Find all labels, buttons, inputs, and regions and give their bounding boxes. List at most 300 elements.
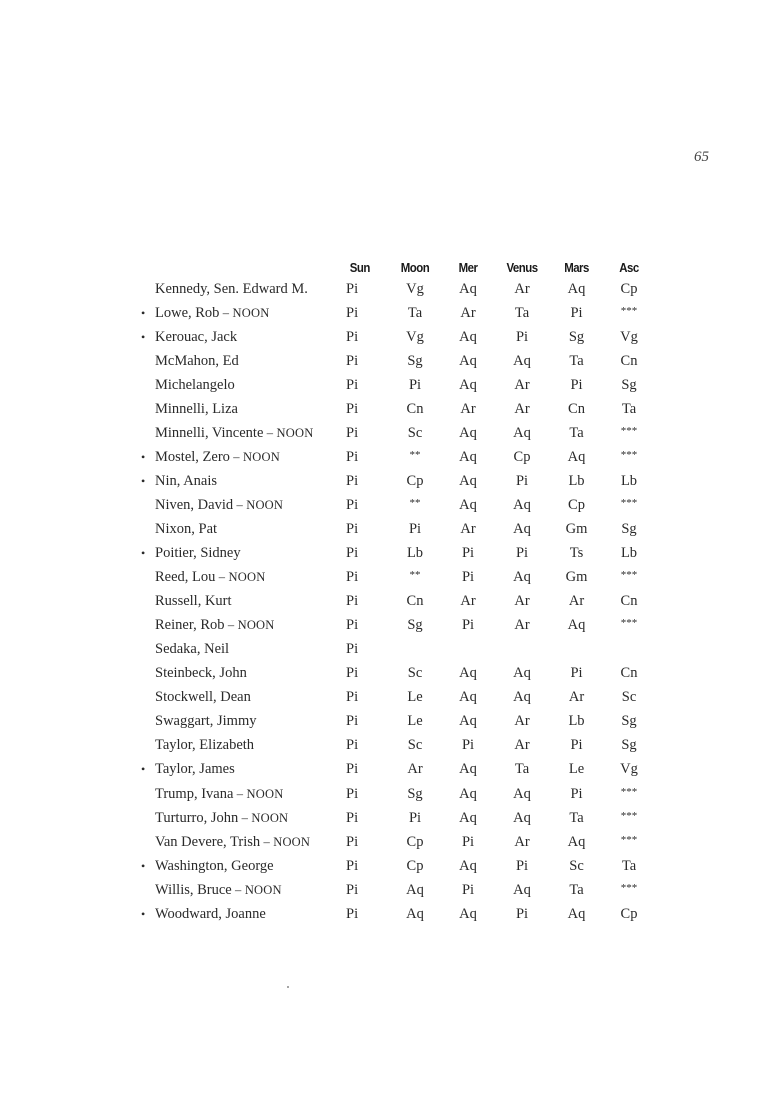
speck	[287, 986, 289, 988]
mer-sign-cell	[446, 710, 490, 734]
mer-sign: Ar	[460, 593, 476, 610]
mars-sign: Pi	[570, 785, 583, 802]
venus-sign: Cp	[513, 448, 531, 465]
table-row	[141, 734, 659, 758]
person-name: Swaggart, Jimmy	[155, 713, 257, 730]
sun-sign-cell	[342, 806, 384, 830]
venus-sign-cell	[490, 325, 554, 349]
sun-sign: Pi	[346, 713, 359, 730]
venus-sign-cell	[490, 517, 554, 541]
moon-sign: Cp	[406, 833, 424, 850]
mars-sign-cell	[554, 493, 599, 517]
mars-sign: Pi	[570, 304, 583, 321]
moon-sign-cell	[384, 902, 446, 926]
asc-sign: Cn	[620, 352, 638, 369]
venus-sign-cell	[490, 710, 554, 734]
table-row	[141, 397, 659, 421]
venus-sign: Ar	[514, 593, 530, 610]
person-name: Stockwell, Dean	[155, 689, 251, 706]
asc-sign: Sc	[621, 689, 637, 706]
person-name-cell	[141, 517, 342, 541]
noon-note: – NOON	[229, 449, 280, 464]
asc-sign: Vg	[620, 328, 638, 345]
sun-sign: Pi	[346, 280, 359, 297]
person-name-cell	[141, 830, 342, 854]
person-name: Van Devere, Trish	[155, 833, 261, 850]
asc-sign-cell	[599, 878, 659, 902]
venus-sign-cell	[490, 397, 554, 421]
asc-sign: ***	[620, 304, 638, 317]
venus-sign-cell	[490, 854, 554, 878]
mars-sign-cell	[554, 566, 599, 590]
moon-sign-cell	[384, 710, 446, 734]
asc-sign-cell	[599, 566, 659, 590]
mars-sign: Ta	[569, 809, 584, 826]
table-row	[141, 566, 659, 590]
table-row	[141, 710, 659, 734]
mars-sign: Ta	[569, 424, 584, 441]
asc-sign-cell	[599, 517, 659, 541]
asc-sign-cell	[599, 782, 659, 806]
person-name: Steinbeck, John	[155, 665, 247, 682]
moon-sign: **	[409, 448, 421, 461]
mars-sign: Le	[568, 761, 585, 778]
venus-sign: Ar	[514, 376, 530, 393]
asc-sign-cell	[599, 542, 659, 566]
asc-sign-cell	[599, 638, 659, 662]
asc-sign-cell	[599, 373, 659, 397]
person-name-cell	[141, 734, 342, 758]
moon-sign-cell	[384, 758, 446, 782]
moon-sign-cell	[384, 878, 446, 902]
table-row	[141, 277, 659, 301]
venus-sign-cell	[490, 782, 554, 806]
venus-sign-cell	[490, 758, 554, 782]
bullet-marker: •	[141, 546, 146, 561]
moon-sign-cell	[384, 734, 446, 758]
sun-sign-cell	[342, 758, 384, 782]
table-row	[141, 445, 659, 469]
mars-sign: Cn	[568, 400, 585, 417]
person-name: Russell, Kurt	[155, 593, 232, 610]
sun-sign-cell	[342, 373, 384, 397]
sun-sign: Pi	[346, 785, 359, 802]
venus-sign: Aq	[513, 352, 531, 369]
sun-sign: Pi	[346, 761, 359, 778]
sun-sign: Pi	[346, 496, 359, 513]
noon-note: – NOON	[263, 425, 314, 440]
venus-sign-cell	[490, 878, 554, 902]
asc-sign: Sg	[621, 376, 637, 393]
sun-sign-cell	[342, 566, 384, 590]
person-name-cell	[141, 710, 342, 734]
mars-sign: Ar	[568, 593, 585, 610]
mer-sign: Aq	[459, 376, 477, 393]
person-name-cell	[141, 854, 342, 878]
asc-sign-cell	[599, 493, 659, 517]
table-row	[141, 686, 659, 710]
venus-sign: Ta	[514, 761, 530, 778]
mars-sign: Ts	[569, 545, 584, 562]
venus-sign: Aq	[513, 424, 531, 441]
mars-sign: Aq	[567, 280, 586, 297]
sun-sign-cell	[342, 325, 384, 349]
asc-sign-cell	[599, 710, 659, 734]
sun-sign: Pi	[346, 833, 359, 850]
table-row	[141, 854, 659, 878]
mer-sign: Aq	[459, 280, 477, 297]
venus-sign-cell	[490, 638, 554, 662]
mer-sign: Pi	[461, 569, 475, 586]
sun-sign-cell	[342, 710, 384, 734]
mer-sign-cell	[446, 782, 490, 806]
noon-note: – NOON	[233, 786, 284, 801]
moon-sign-cell	[384, 590, 446, 614]
moon-sign-cell	[384, 493, 446, 517]
table-body	[141, 277, 659, 926]
asc-sign: ***	[620, 496, 638, 509]
sun-sign-cell	[342, 902, 384, 926]
mer-sign-cell	[446, 614, 490, 638]
mer-sign-cell	[446, 758, 490, 782]
table-row	[141, 758, 659, 782]
sun-sign-cell	[342, 614, 384, 638]
noon-note: – NOON	[231, 882, 282, 897]
moon-sign: Sc	[407, 737, 423, 754]
mer-sign-cell	[446, 662, 490, 686]
asc-sign: Sg	[621, 737, 637, 754]
mars-sign: Ar	[568, 689, 585, 706]
sun-sign: Pi	[346, 424, 359, 441]
mer-sign-cell	[446, 806, 490, 830]
mars-sign-cell	[554, 517, 599, 541]
mars-sign: Pi	[570, 665, 583, 682]
mars-sign-cell	[554, 830, 599, 854]
mars-sign-cell	[554, 686, 599, 710]
venus-sign: Aq	[513, 569, 531, 586]
asc-sign-cell	[599, 325, 659, 349]
person-name-cell	[141, 566, 342, 590]
person-name-cell	[141, 662, 342, 686]
asc-sign: Lb	[620, 472, 638, 489]
sun-sign: Pi	[346, 809, 359, 826]
venus-sign-cell	[490, 662, 554, 686]
table-row	[141, 830, 659, 854]
asc-sign-cell	[599, 614, 659, 638]
mer-sign-cell	[446, 590, 490, 614]
venus-sign-cell	[490, 806, 554, 830]
mars-sign-cell	[554, 542, 599, 566]
table-row	[141, 662, 659, 686]
mer-sign: Aq	[459, 448, 477, 465]
sun-sign: Pi	[346, 448, 359, 465]
mer-sign-cell	[446, 421, 490, 445]
moon-sign: Sg	[407, 617, 423, 634]
bullet-marker: •	[141, 329, 146, 344]
person-name: Poitier, Sidney	[155, 545, 241, 562]
moon-sign: Sc	[407, 665, 423, 682]
person-name: Turturro, John	[155, 809, 239, 826]
venus-sign-cell	[490, 734, 554, 758]
person-name: Reiner, Rob	[155, 617, 225, 634]
moon-sign: Sc	[407, 424, 423, 441]
person-name: Niven, David	[155, 496, 234, 513]
noon-note: – NOON	[215, 570, 266, 585]
header-mars: Mars	[564, 259, 589, 275]
person-name: Sedaka, Neil	[155, 641, 230, 658]
person-name: Nixon, Pat	[155, 520, 218, 537]
person-name-cell	[141, 806, 342, 830]
mars-sign: Sc	[569, 857, 584, 874]
venus-sign: Ar	[514, 280, 530, 297]
asc-sign: ***	[620, 617, 638, 630]
person-name-cell	[141, 469, 342, 493]
mars-sign: Aq	[567, 617, 586, 634]
table-row	[141, 493, 659, 517]
mars-sign: Cp	[568, 496, 585, 513]
venus-sign-cell	[490, 566, 554, 590]
mer-sign: Pi	[461, 833, 475, 850]
bullet-marker: •	[141, 305, 146, 320]
mer-sign: Aq	[459, 424, 477, 441]
person-name-cell	[141, 445, 342, 469]
asc-sign: ***	[620, 809, 638, 822]
sun-sign: Pi	[346, 857, 359, 874]
person-name: Reed, Lou	[155, 569, 216, 586]
moon-sign-cell	[384, 397, 446, 421]
moon-sign: Cn	[406, 593, 424, 610]
mars-sign-cell	[554, 902, 599, 926]
table-row	[141, 373, 659, 397]
asc-sign: Vg	[620, 761, 638, 778]
moon-sign: Aq	[406, 881, 424, 898]
venus-sign-cell	[490, 542, 554, 566]
moon-sign-cell	[384, 277, 446, 301]
mars-sign: Pi	[570, 737, 583, 754]
person-name: Taylor, James	[155, 761, 235, 778]
person-name-cell	[141, 902, 342, 926]
table-row	[141, 782, 659, 806]
moon-sign: Cn	[406, 400, 424, 417]
asc-sign-cell	[599, 854, 659, 878]
venus-sign-cell	[490, 301, 554, 325]
sun-sign-cell	[342, 854, 384, 878]
moon-sign-cell	[384, 349, 446, 373]
asc-sign-cell	[599, 421, 659, 445]
sun-sign: Pi	[346, 593, 359, 610]
moon-sign: Pi	[408, 376, 422, 393]
moon-sign-cell	[384, 854, 446, 878]
mer-sign: Pi	[461, 617, 475, 634]
person-name: Nin, Anais	[155, 472, 218, 489]
sun-sign-cell	[342, 445, 384, 469]
sun-sign: Pi	[346, 881, 359, 898]
mars-sign: Aq	[567, 833, 586, 850]
table-row	[141, 806, 659, 830]
asc-sign-cell	[599, 445, 659, 469]
mer-sign: Aq	[459, 857, 477, 874]
person-name: Willis, Bruce	[155, 881, 232, 898]
person-name-cell	[141, 373, 342, 397]
mer-sign-cell	[446, 373, 490, 397]
moon-sign-cell	[384, 662, 446, 686]
mars-sign-cell	[554, 878, 599, 902]
moon-sign: Ta	[407, 304, 423, 321]
venus-sign: Pi	[515, 905, 529, 922]
sun-sign: Pi	[346, 689, 359, 706]
sun-sign: Pi	[346, 376, 359, 393]
mars-sign: Pi	[570, 376, 583, 393]
venus-sign: Ar	[514, 400, 530, 417]
venus-sign-cell	[490, 469, 554, 493]
person-name: Trump, Ivana	[155, 785, 234, 802]
venus-sign: Pi	[515, 857, 529, 874]
asc-sign: Lb	[620, 545, 638, 562]
asc-sign: Ta	[621, 400, 637, 417]
asc-sign-cell	[599, 686, 659, 710]
mars-sign-cell	[554, 758, 599, 782]
birth-chart-table	[141, 257, 659, 926]
sun-sign-cell	[342, 421, 384, 445]
moon-sign: Sg	[407, 785, 423, 802]
sun-sign: Pi	[346, 400, 359, 417]
person-name: Minnelli, Vincente	[155, 424, 264, 441]
moon-sign: Lb	[406, 545, 424, 562]
person-name-cell	[141, 421, 342, 445]
venus-sign: Ar	[514, 737, 530, 754]
mer-sign: Aq	[459, 496, 477, 513]
venus-sign: Pi	[515, 472, 529, 489]
asc-sign-cell	[599, 806, 659, 830]
moon-sign-cell	[384, 373, 446, 397]
venus-sign: Ar	[514, 617, 530, 634]
mer-sign-cell	[446, 830, 490, 854]
venus-sign-cell	[490, 902, 554, 926]
header-sun: Sun	[349, 259, 370, 275]
venus-sign: Aq	[513, 809, 531, 826]
moon-sign-cell	[384, 301, 446, 325]
mars-sign-cell	[554, 277, 599, 301]
asc-sign: Cn	[620, 665, 638, 682]
mer-sign-cell	[446, 493, 490, 517]
mer-sign: Pi	[461, 881, 475, 898]
asc-sign: ***	[620, 569, 638, 582]
noon-note: – NOON	[233, 497, 284, 512]
mer-sign-cell	[446, 277, 490, 301]
mars-sign-cell	[554, 469, 599, 493]
sun-sign-cell	[342, 542, 384, 566]
venus-sign-cell	[490, 445, 554, 469]
mars-sign: Ta	[569, 352, 584, 369]
mer-sign: Ar	[460, 304, 476, 321]
mars-sign-cell	[554, 590, 599, 614]
asc-sign: ***	[620, 833, 638, 846]
moon-sign-cell	[384, 638, 446, 662]
mars-sign: Gm	[565, 569, 588, 586]
mer-sign: Pi	[461, 545, 475, 562]
mer-sign-cell	[446, 301, 490, 325]
mars-sign-cell	[554, 397, 599, 421]
table-row	[141, 469, 659, 493]
moon-sign: Vg	[406, 280, 424, 297]
mars-sign: Lb	[568, 472, 585, 489]
mer-sign-cell	[446, 638, 490, 662]
noon-note: – NOON	[238, 810, 289, 825]
table-row	[141, 638, 659, 662]
mars-sign-cell	[554, 782, 599, 806]
sun-sign-cell	[342, 782, 384, 806]
sun-sign-cell	[342, 349, 384, 373]
mer-sign-cell	[446, 878, 490, 902]
sun-sign-cell	[342, 277, 384, 301]
moon-sign-cell	[384, 566, 446, 590]
moon-sign-cell	[384, 325, 446, 349]
noon-note: – NOON	[260, 834, 311, 849]
venus-sign: Aq	[513, 496, 531, 513]
venus-sign-cell	[490, 493, 554, 517]
mer-sign-cell	[446, 854, 490, 878]
venus-sign-cell	[490, 421, 554, 445]
person-name: Mostel, Zero	[155, 448, 230, 465]
moon-sign-cell	[384, 445, 446, 469]
mars-sign-cell	[554, 325, 599, 349]
moon-sign: Cp	[406, 472, 424, 489]
noon-note: – NOON	[224, 618, 275, 633]
moon-sign-cell	[384, 686, 446, 710]
bullet-marker: •	[141, 449, 146, 464]
mer-sign-cell	[446, 397, 490, 421]
asc-sign-cell	[599, 301, 659, 325]
person-name-cell	[141, 878, 342, 902]
page-number: 65	[694, 149, 709, 165]
mars-sign: Lb	[568, 713, 585, 730]
asc-sign: Sg	[621, 520, 637, 537]
person-name-cell	[141, 614, 342, 638]
table-row	[141, 614, 659, 638]
moon-sign: Pi	[408, 809, 422, 826]
venus-sign: Ar	[514, 713, 530, 730]
moon-sign-cell	[384, 614, 446, 638]
venus-sign: Aq	[513, 665, 531, 682]
mer-sign-cell	[446, 686, 490, 710]
mer-sign: Aq	[459, 809, 477, 826]
table-header-row	[141, 257, 659, 277]
table-row	[141, 349, 659, 373]
mer-sign: Aq	[459, 785, 477, 802]
sun-sign-cell	[342, 493, 384, 517]
header-asc: Asc	[619, 259, 639, 275]
mars-sign: Aq	[567, 448, 586, 465]
bullet-marker: •	[141, 762, 146, 777]
moon-sign: Le	[407, 689, 423, 706]
mars-sign-cell	[554, 301, 599, 325]
person-name: Kerouac, Jack	[155, 328, 238, 345]
person-name-cell	[141, 758, 342, 782]
sun-sign: Pi	[346, 352, 359, 369]
table-row	[141, 325, 659, 349]
venus-sign: Aq	[513, 785, 531, 802]
sun-sign: Pi	[346, 617, 359, 634]
mer-sign-cell	[446, 902, 490, 926]
person-name: McMahon, Ed	[155, 352, 239, 369]
sun-sign-cell	[342, 638, 384, 662]
table-row	[141, 542, 659, 566]
mer-sign-cell	[446, 469, 490, 493]
bullet-marker: •	[141, 858, 146, 873]
mars-sign-cell	[554, 373, 599, 397]
mars-sign: Ta	[569, 881, 584, 898]
bullet-marker: •	[141, 906, 146, 921]
